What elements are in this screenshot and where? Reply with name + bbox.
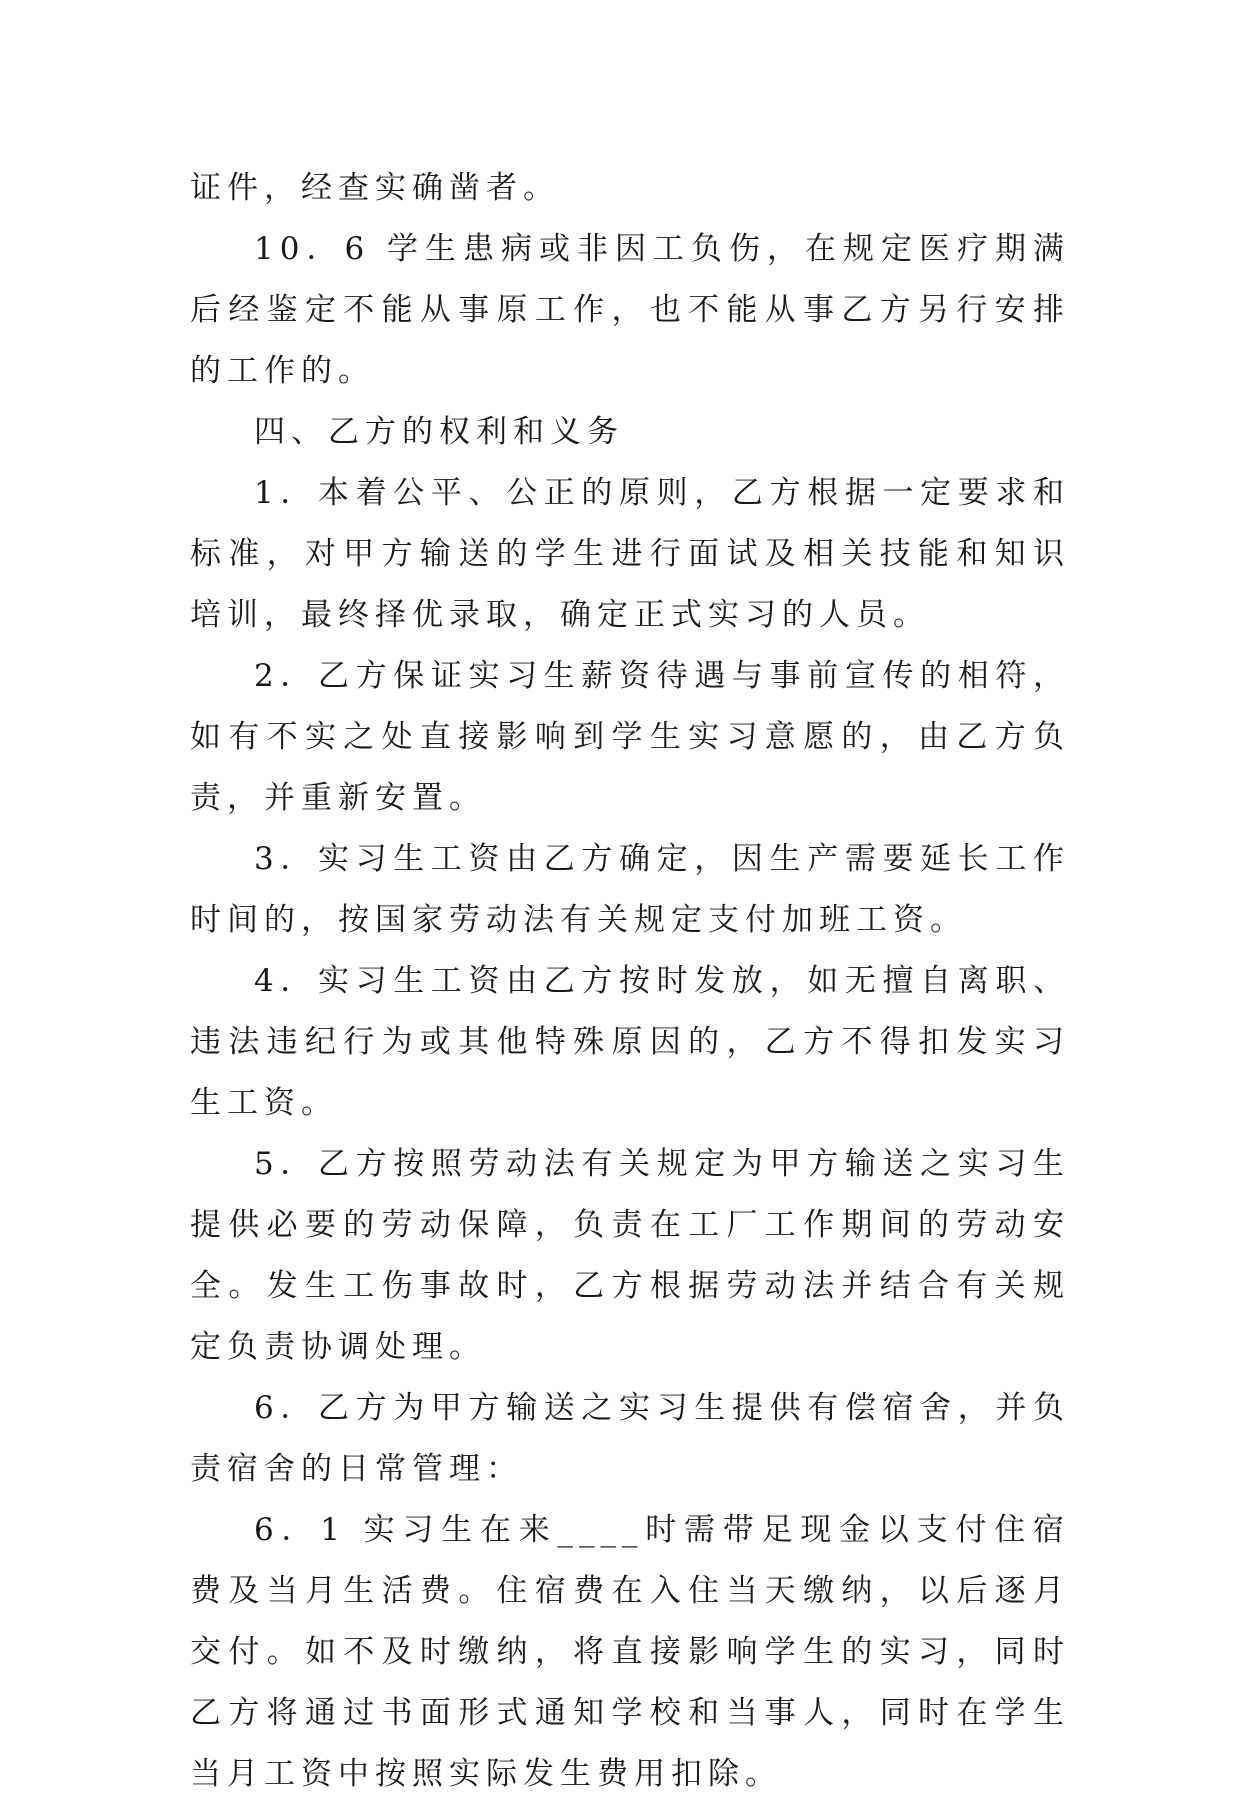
paragraph-5: 5．乙方按照劳动法有关规定为甲方输送之实习生提供必要的劳动保障，负责在工厂工作期间的劳动安全。发生工伤事故时，乙方根据劳动法并结合有关规定负责协调处理。: [190, 1146, 1070, 1365]
paragraph-continuation: 证件，经查实确凿者。: [190, 170, 560, 206]
section-heading-4: 四、乙方的权利和义务: [254, 414, 624, 450]
paragraph-6: 6．乙方为甲方输送之实习生提供有偿宿舍，并负责宿舍的日常管理：: [190, 1390, 1070, 1487]
paragraph-10-6: 10．6 学生患病或非因工负伤，在规定医疗期满后经鉴定不能从事原工作，也不能从事乙方另行安排的工作的。: [190, 231, 1070, 389]
document-body: [190, 158, 1070, 1805]
paragraph-4: 4．实习生工资由乙方按时发放，如无擅自离职、违法违纪行为或其他特殊原因的，乙方不得扣发实习生工资。: [190, 963, 1070, 1121]
paragraph-3: 3．实习生工资由乙方确定，因生产需要延长工作时间的，按国家劳动法有关规定支付加班工资。: [190, 841, 1070, 938]
paragraph-2: 2．乙方保证实习生薪资待遇与事前宣传的相符，如有不实之处直接影响到学生实习意愿的，由乙方负责，并重新安置。: [190, 658, 1070, 816]
paragraph-6-1: 6．1 实习生在来____时需带足现金以支付住宿费及当月生活费。住宿费在入住当天缴纳，以后逐月交付。如不及时缴纳，将直接影响学生的实习，同时乙方将通过书面形式通知学校和当事人，同时在学生当月工资中按照实际发生费用扣除。: [190, 1512, 1070, 1792]
paragraph-1: 1．本着公平、公正的原则，乙方根据一定要求和标准，对甲方输送的学生进行面试及相关技能和知识培训，最终择优录取，确定正式实习的人员。: [190, 475, 1070, 633]
